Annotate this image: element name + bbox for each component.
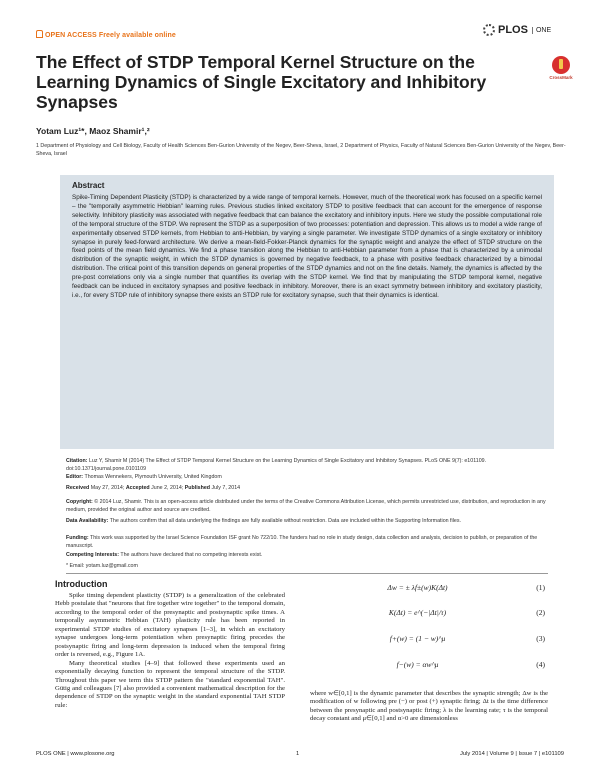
divider	[66, 573, 548, 574]
crossmark-badge[interactable]	[549, 56, 573, 80]
citation	[66, 458, 548, 473]
equation-1	[330, 583, 545, 595]
copyright-text: © 2014 Luz, Shamir. This is an open-access article distributed under the terms of the Creative Commons Attribution License, which permits unrestricted use, distribution, and reproduction in any medium, provided the original author and source are credited.	[66, 499, 546, 513]
plos-sun-icon	[483, 24, 495, 36]
open-access-banner	[36, 30, 176, 39]
equation-4	[330, 660, 545, 672]
dates	[66, 485, 548, 493]
right-column-text	[310, 690, 548, 724]
equation-3-number: (3)	[536, 634, 545, 643]
crossmark-icon	[552, 56, 570, 74]
data-availability-text: The authors confirm that all data underlying the findings are fully available without restriction. Data are included within the Supporting Information files.	[109, 518, 461, 524]
intro-paragraph-1: Spike timing dependent plasticity (STDP) is a generalization of the celebrated Hebb postulate that "neurons that fire together wire together" to the temporal domain, according to the temporal order of the presynaptic and postsynaptic spike times. A temporally asymmetric Hebbian (TAH) plasticity rule has been reported in experimental STDP studies of excitatory synapses [1–3], in which an excitatory synapse undergoes long-term potentiation when presynaptic firing precedes the postsynaptic firing and long-term depression is induced when the temporal firing order is reversed, e.g., Figure 1A.	[55, 592, 285, 659]
accepted-label: Accepted	[125, 485, 150, 491]
right-paragraph: where w∈[0,1] is the dynamic parameter that describes the synaptic strength; Δw is the modification of w following pre (−) or post (+) synaptic firing; Δt is the time difference between the presynaptic and postsynaptic firing; λ is the learning rate; τ is the temporal decay constant and μ∈[0,1] and α>0 are dimensionless	[310, 690, 548, 723]
funding-label: Funding:	[66, 535, 89, 541]
funding	[66, 535, 548, 550]
journal-logo	[483, 24, 551, 36]
equation-1-formula: Δw = ± λf±(w)K(Δt)	[387, 583, 448, 592]
authors: Yotam Luz¹*, Maoz Shamir¹,²	[36, 126, 150, 136]
data-availability	[66, 518, 548, 526]
funding-text: This work was supported by the Israel Science Foundation ISF grant No 722/10. The funders had no role in study design, data collection and analysis, decision to publish, or preparation of the manuscript.	[66, 535, 538, 549]
footer-issue: July 2014 | Volume 9 | Issue 7 | e101109	[460, 751, 564, 757]
crossmark-label: CrossMark	[549, 75, 573, 80]
abstract-box	[60, 175, 554, 449]
introduction-heading: Introduction	[55, 579, 108, 589]
equation-2-formula: K(Δt) = e^(−|Δt|/τ)	[388, 608, 447, 617]
published-date: July 7, 2014	[211, 485, 241, 491]
accepted-date: June 2, 2014;	[151, 485, 184, 491]
abstract-heading: Abstract	[72, 181, 105, 190]
equation-4-number: (4)	[536, 660, 545, 669]
competing-interests	[66, 552, 548, 560]
open-access-text: OPEN ACCESS Freely available online	[45, 32, 176, 39]
paper-title: The Effect of STDP Temporal Kernel Structure on the Learning Dynamics of Single Excitatory and Inhibitory Synapses	[36, 52, 487, 112]
open-lock-icon	[36, 30, 43, 38]
introduction-text	[55, 592, 285, 710]
equation-3	[330, 634, 545, 646]
abstract-text: Spike-Timing Dependent Plasticity (STDP) is characterized by a wide range of temporal kernels. However, much of the theoretical work has focused on a specific kernel – the "temporally asymmetric Hebbian" learning rules. Previous studies linked excitatory STDP to positive feedback that can account for the emergence of response selectivity. Inhibitory plasticity was associated with negative feedback that can balance the excitatory and inhibitory inputs. Here we study the possible computational role of the temporal structure of the STDP. We represent the STDP as a superposition of two processes: potentiation and depression. This allows us to model a wide range of experimentally observed STDP kernels, from Hebbian to anti-Hebbian, by varying a single parameter. We investigate STDP dynamics of a single excitatory or inhibitory synapse in purely feed-forward architecture. We derive a mean-field-Fokker-Planck dynamics for the synaptic weight and analyze the effect of STDP structure on the fixed points of the mean field dynamics. We find a phase transition along the Hebbian to anti-Hebbian parameter from a phase that is characterized by a unimodal distribution of the synaptic weight, in which the STDP dynamics is governed by negative feedback, to a phase with positive feedback characterized by a bimodal distribution. The critical point of this transition depends on general properties of the STDP dynamics and not on the fine details. Namely, the dynamics is affected by the pre-post correlations only via a single number that quantifies its overlap with the STDP kernel. We find that by manipulating the STDP temporal kernel, negative feedback can be induced in excitatory synapses and positive feedback in inhibitory. Moreover, there is an exact symmetry between inhibitory and excitatory plasticity, i.e., for every STDP rule of inhibitory synapse there exists an STDP rule for excitatory synapse, such that their dynamics is identical.	[72, 194, 542, 299]
copyright	[66, 499, 548, 514]
citation-text: Luz Y, Shamir M (2014) The Effect of STDP Temporal Kernel Structure on the Learning Dynamics of Single Excitatory and Inhibitory Synapses. PLoS ONE 9(7): e101109. doi:10.1371/journal.pone.0101109	[66, 458, 487, 472]
equation-2-number: (2)	[536, 608, 545, 617]
journal-sub: ONE	[532, 27, 551, 34]
equation-1-number: (1)	[536, 583, 545, 592]
equation-2	[330, 608, 545, 620]
copyright-label: Copyright:	[66, 499, 93, 505]
competing-label: Competing Interests:	[66, 552, 119, 558]
journal-brand: PLOS	[498, 24, 528, 36]
email: * Email: yotam.luz@gmail.com	[66, 563, 138, 569]
editor	[66, 474, 548, 482]
competing-text: The authors have declared that no competing interests exist.	[120, 552, 263, 558]
published-label: Published	[184, 485, 211, 491]
intro-paragraph-2: Many theoretical studies [4–9] that followed these experiments used an exponentially decaying function to represent the temporal structure of the STDP. Throughout this paper we term this STDP pattern the "standard exponential TAH". Gütig and colleagues [7] also provided a convenient mathematical description for the dependence of STDP on the synaptic weight in the standard exponential TAH STDP rule:	[55, 659, 285, 709]
footer-page-number: 1	[296, 751, 300, 757]
equation-4-formula: f−(w) = αw^μ	[396, 660, 439, 669]
received-date: May 27, 2014;	[90, 485, 125, 491]
received-label: Received	[66, 485, 90, 491]
citation-label: Citation:	[66, 458, 88, 464]
equation-3-formula: f+(w) = (1 − w)^μ	[389, 634, 446, 643]
editor-text: Thomas Wennekers, Plymouth University, United Kingdom	[84, 474, 222, 480]
editor-label: Editor:	[66, 474, 84, 480]
affiliations: 1 Department of Physiology and Cell Biology, Faculty of Health Sciences Ben-Gurion University of the Negev, Beer-Sheva, Israel, 2 Department of Physics, Faculty of Natural Sciences Ben-Gurion University of the Negev, Beer-Sheva, Israel	[36, 143, 566, 157]
data-availability-label: Data Availability:	[66, 518, 109, 524]
footer-journal-url[interactable]: PLOS ONE | www.plosone.org	[36, 751, 115, 757]
